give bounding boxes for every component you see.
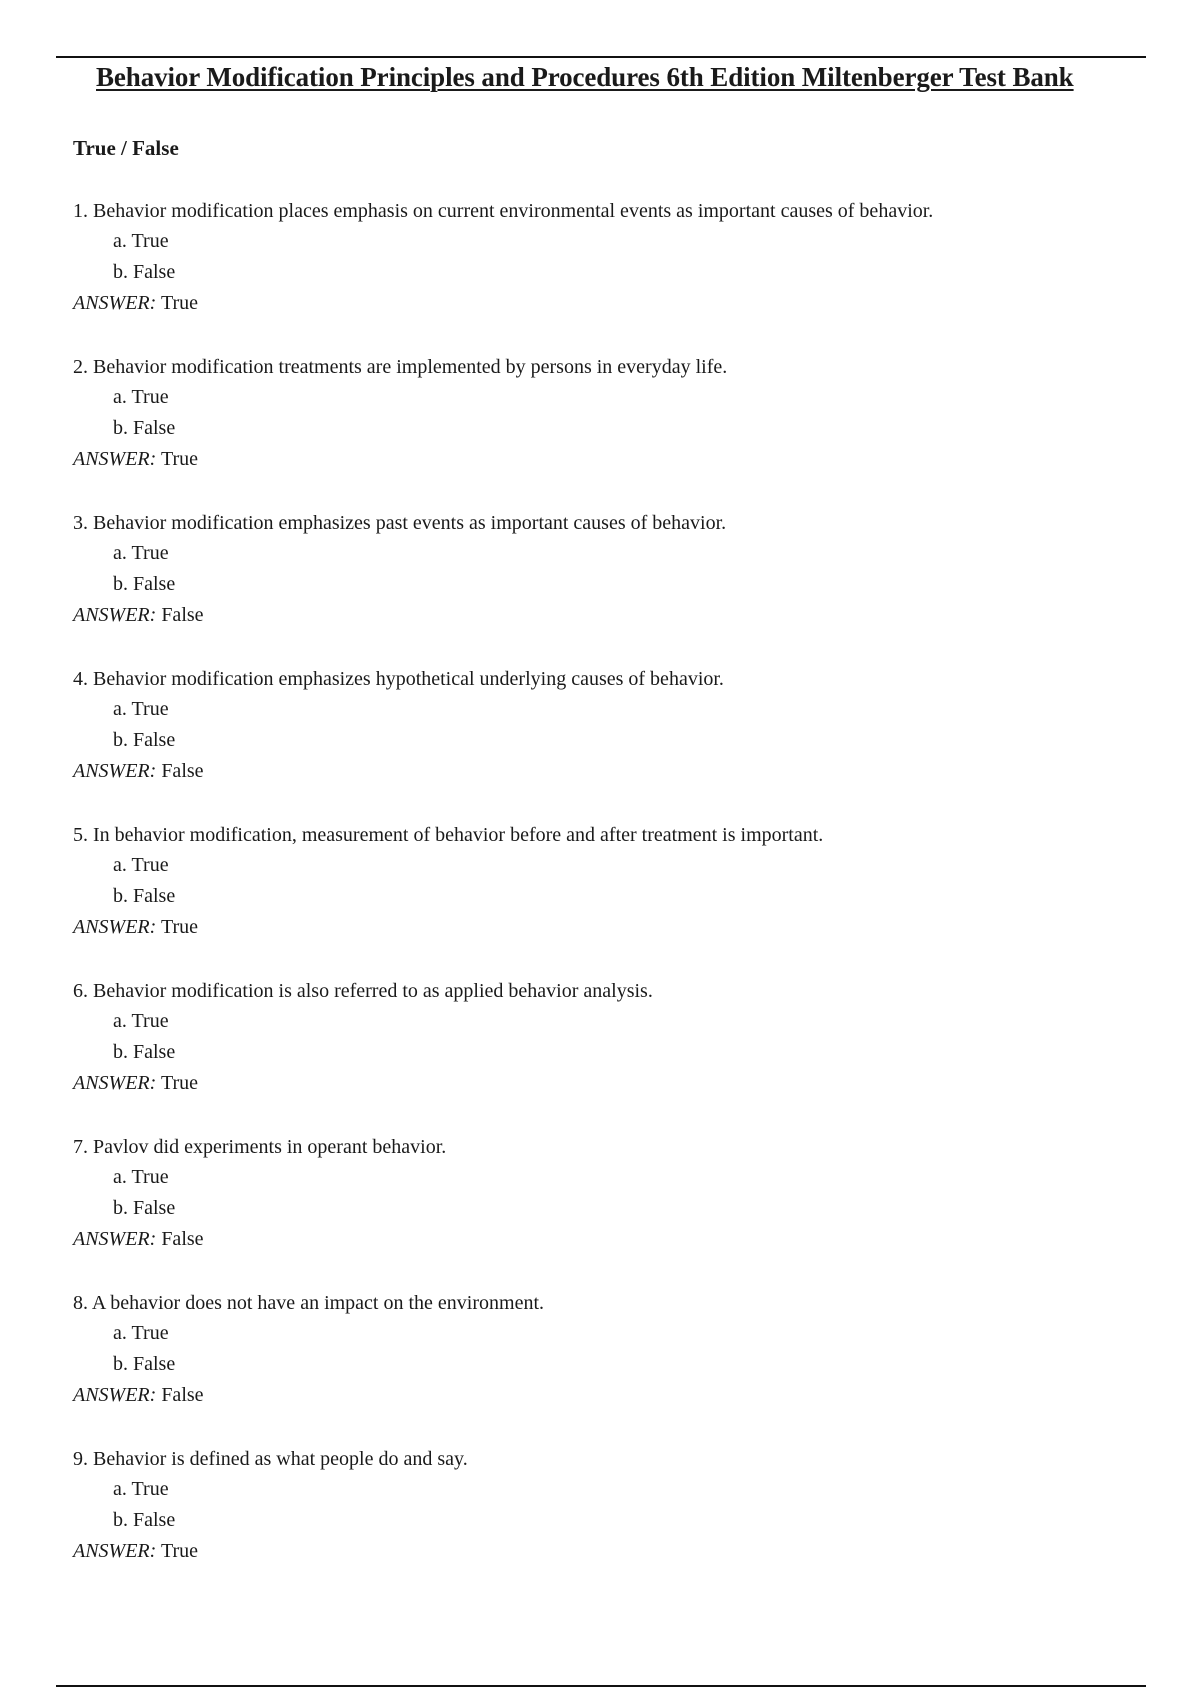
- answer-value: False: [161, 760, 204, 782]
- option-b: b. False: [113, 261, 176, 283]
- answer-label: ANSWER:: [73, 1384, 157, 1406]
- option-a: a. True: [113, 542, 169, 564]
- answer-value: True: [160, 448, 199, 470]
- answer-value: False: [161, 1228, 204, 1250]
- question-text: [73, 665, 1133, 694]
- question-body: In behavior modification, measurement of behavior before and after treatment is important.: [93, 824, 824, 846]
- question-body: Behavior modification treatments are implemented by persons in everyday life.: [93, 356, 728, 378]
- top-rule: [56, 56, 1146, 58]
- answer-label: ANSWER:: [73, 604, 157, 626]
- question-9: [73, 1445, 1133, 1601]
- answer-line: [73, 912, 1133, 943]
- question-text: [73, 1133, 1133, 1162]
- question-text: [73, 1289, 1133, 1318]
- answer-label: ANSWER:: [73, 448, 157, 470]
- question-5: [73, 821, 1133, 977]
- question-number: 2.: [73, 356, 88, 378]
- question-number: 5.: [73, 824, 88, 846]
- document-title: Behavior Modification Principles and Procedures 6th Edition Miltenberger Test Bank: [96, 62, 1074, 92]
- option-a: a. True: [113, 1322, 169, 1344]
- option-b: b. False: [113, 573, 176, 595]
- question-list: [73, 197, 1133, 1601]
- question-text: [73, 977, 1133, 1006]
- answer-label: ANSWER:: [73, 916, 157, 938]
- option-b: b. False: [113, 1041, 176, 1063]
- question-body: Pavlov did experiments in operant behavior.: [93, 1136, 447, 1158]
- question-3: [73, 509, 1133, 665]
- answer-value: False: [161, 1384, 204, 1406]
- question-text: [73, 1445, 1133, 1474]
- option-b: b. False: [113, 729, 176, 751]
- question-7: [73, 1133, 1133, 1289]
- question-number: 3.: [73, 512, 88, 534]
- question-body: Behavior modification emphasizes past events as important causes of behavior.: [93, 512, 727, 534]
- option-b: b. False: [113, 1509, 176, 1531]
- answer-line: [73, 288, 1133, 319]
- option-a: a. True: [113, 386, 169, 408]
- question-8: [73, 1289, 1133, 1445]
- question-6: [73, 977, 1133, 1133]
- question-text: [73, 509, 1133, 538]
- answer-label: ANSWER:: [73, 1540, 157, 1562]
- question-number: 8.: [73, 1292, 88, 1314]
- question-number: 9.: [73, 1448, 88, 1470]
- answer-line: [73, 444, 1133, 475]
- answer-line: [73, 756, 1133, 787]
- option-a: a. True: [113, 698, 169, 720]
- answer-line: [73, 600, 1133, 631]
- question-text: [73, 353, 1133, 382]
- option-a: a. True: [113, 1166, 169, 1188]
- question-2: [73, 353, 1133, 509]
- answer-line: [73, 1380, 1133, 1411]
- question-number: 4.: [73, 668, 88, 690]
- option-b: b. False: [113, 417, 176, 439]
- question-body: A behavior does not have an impact on the environment.: [91, 1292, 545, 1314]
- question-1: [73, 197, 1133, 353]
- option-b: b. False: [113, 1197, 176, 1219]
- answer-value: True: [160, 1540, 199, 1562]
- answer-value: True: [160, 292, 199, 314]
- option-a: a. True: [113, 1010, 169, 1032]
- answer-value: True: [160, 916, 199, 938]
- option-a: a. True: [113, 854, 169, 876]
- answer-value: False: [161, 604, 204, 626]
- answer-label: ANSWER:: [73, 1228, 157, 1250]
- question-text: [73, 197, 1133, 226]
- answer-label: ANSWER:: [73, 760, 157, 782]
- question-body: Behavior modification emphasizes hypothetical underlying causes of behavior.: [93, 668, 724, 690]
- option-b: b. False: [113, 885, 176, 907]
- question-text: [73, 821, 1133, 850]
- question-number: 6.: [73, 980, 88, 1002]
- answer-line: [73, 1068, 1133, 1099]
- section-heading: True / False: [73, 136, 179, 160]
- answer-line: [73, 1224, 1133, 1255]
- answer-value: True: [160, 1072, 199, 1094]
- question-number: 1.: [73, 200, 88, 222]
- question-body: Behavior is defined as what people do and say.: [93, 1448, 468, 1470]
- answer-label: ANSWER:: [73, 292, 157, 314]
- answer-label: ANSWER:: [73, 1072, 157, 1094]
- question-body: Behavior modification places emphasis on current environmental events as important causes of behavior.: [93, 200, 934, 222]
- option-a: a. True: [113, 230, 169, 252]
- option-b: b. False: [113, 1353, 176, 1375]
- question-number: 7.: [73, 1136, 88, 1158]
- bottom-rule: [56, 1685, 1146, 1687]
- question-body: Behavior modification is also referred to as applied behavior analysis.: [93, 980, 653, 1002]
- option-a: a. True: [113, 1478, 169, 1500]
- answer-line: [73, 1536, 1133, 1567]
- question-4: [73, 665, 1133, 821]
